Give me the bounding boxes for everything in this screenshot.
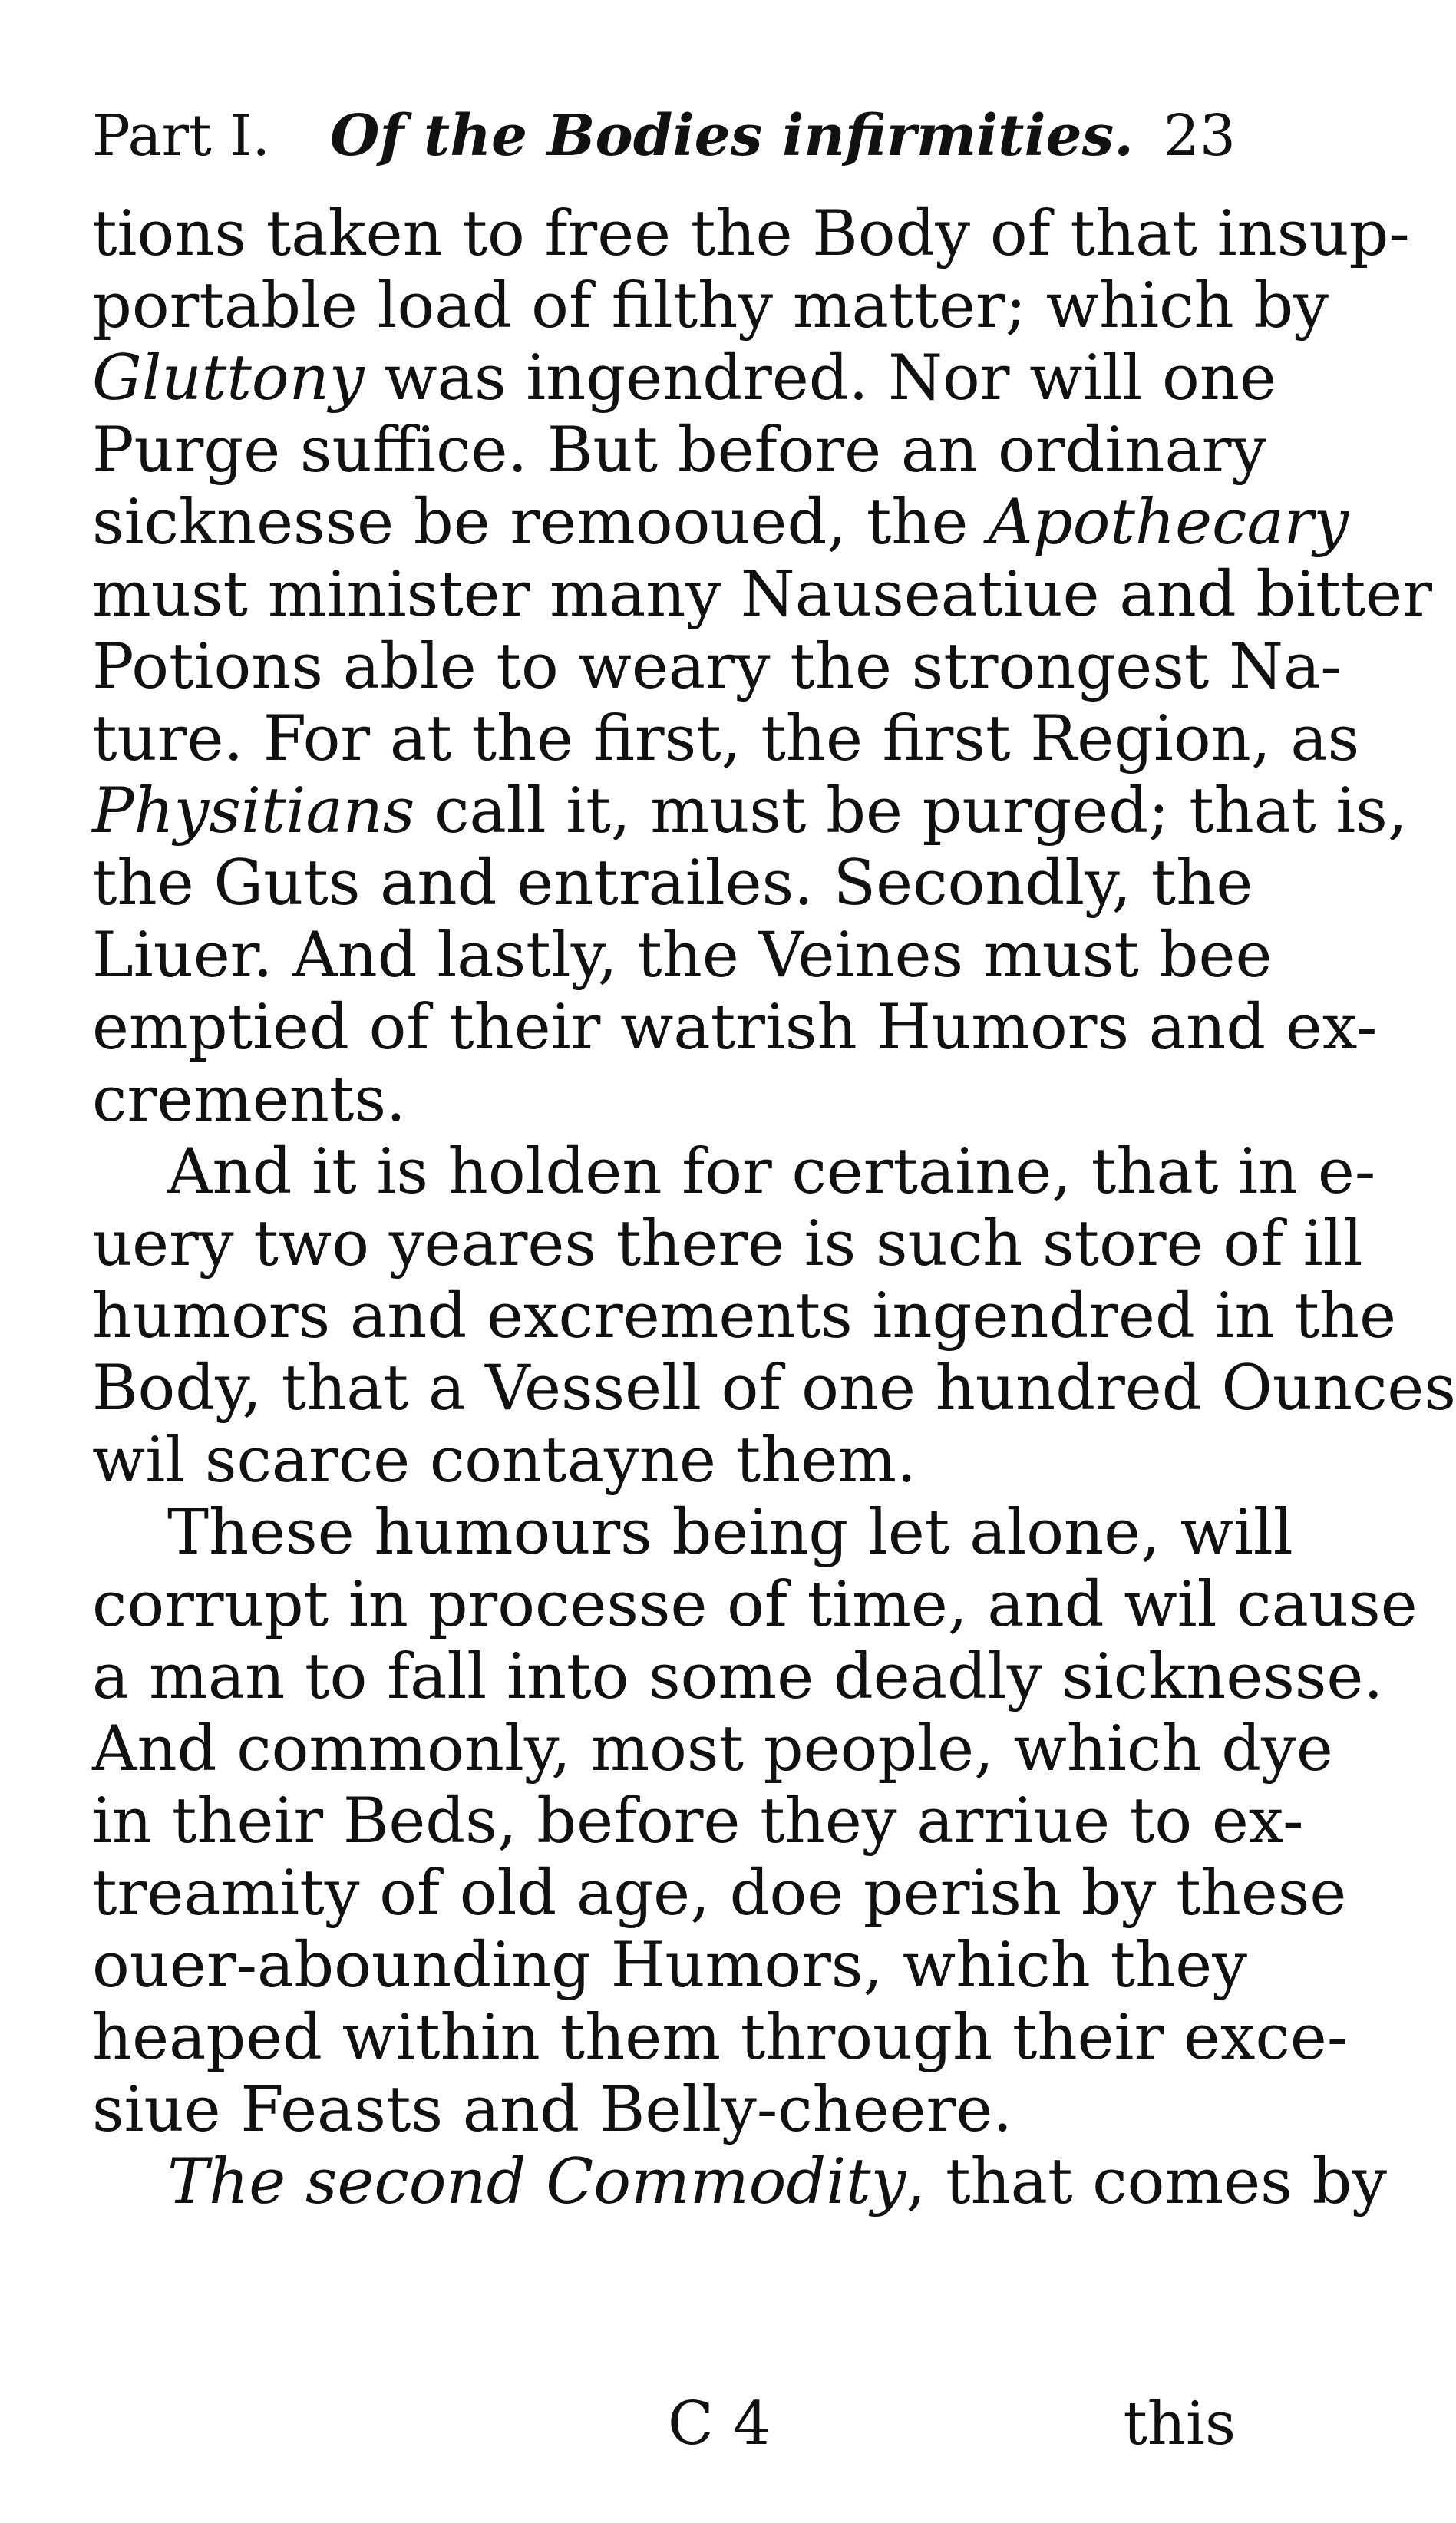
text-line	[92, 703, 1360, 775]
text-line	[92, 2146, 1388, 2218]
text-line	[92, 1497, 1293, 1569]
text-segment: And it is holden for certaine, that in e-	[167, 1136, 1376, 1208]
text-segment: corrupt in processe of time, and wil cause	[92, 1569, 1418, 1641]
text-line	[92, 1280, 1397, 1352]
part-label: Part I.	[92, 103, 270, 169]
text-segment: tions taken to free the Body of that insup-	[92, 198, 1410, 270]
text-line	[92, 1930, 1247, 2002]
text-line	[92, 1352, 1456, 1425]
signature-mark: C 4	[668, 2389, 771, 2459]
text-segment: Purge suffice. But before an ordinary	[92, 414, 1267, 487]
text-line	[92, 2002, 1349, 2074]
text-line	[92, 1641, 1384, 1713]
text-segment: emptied of their watrish Humors and ex-	[92, 992, 1378, 1064]
text-line	[92, 1858, 1347, 1930]
text-line	[92, 1785, 1304, 1858]
text-segment: wil scarce contayne them.	[92, 1425, 916, 1497]
text-segment: in their Beds, before they arriue to ex-	[92, 1785, 1304, 1858]
text-segment: heaped within them through their exce-	[92, 2002, 1349, 2074]
text-line	[92, 198, 1410, 270]
text-segment: Potions able to weary the strongest Na-	[92, 631, 1342, 703]
text-segment: sicknesse be remooued, the	[92, 487, 989, 559]
text-line	[92, 342, 1276, 414]
text-segment: uery two yeares there is such store of ill	[92, 1208, 1363, 1280]
running-header	[92, 86, 1236, 186]
text-segment: a man to fall into some deadly sicknesse.	[92, 1641, 1384, 1713]
catchword: this	[1123, 2389, 1236, 2459]
text-line	[92, 775, 1408, 847]
text-segment: And commonly, most people, which dye	[92, 1713, 1333, 1785]
text-segment: , that comes by	[906, 2146, 1388, 2218]
text-line	[92, 920, 1273, 992]
text-line	[92, 992, 1378, 1064]
italic-text: Gluttony	[92, 342, 365, 414]
text-line	[92, 2074, 1236, 2146]
text-segment: the Guts and entrailes. Secondly, the	[92, 847, 1253, 920]
italic-text: The second Commodity	[167, 2146, 906, 2218]
italic-text: Apothecary	[988, 487, 1349, 559]
text-line	[92, 487, 1349, 559]
text-segment: Body, that a Vessell of one hundred Ounces	[92, 1352, 1456, 1425]
text-segment: portable load of filthy matter; which by	[92, 270, 1329, 342]
text-line	[92, 1136, 1376, 1208]
text-line	[92, 270, 1329, 342]
text-segment: crements.	[92, 1064, 406, 1136]
text-line	[92, 1425, 1236, 1497]
text-segment: ouer-abounding Humors, which they	[92, 1930, 1247, 2002]
text-segment: must minister many Nauseatiue and bitter	[92, 559, 1432, 631]
text-segment: was ingendred. Nor will one	[364, 342, 1276, 414]
page-footer	[92, 2386, 1236, 2462]
text-line	[92, 847, 1253, 920]
text-line	[92, 1713, 1333, 1785]
italic-text: Physitians	[92, 775, 415, 847]
text-segment: humors and excrements ingendred in the	[92, 1280, 1397, 1352]
running-title: Of the Bodies infirmities.	[330, 103, 1134, 169]
body-text	[92, 198, 1456, 2218]
text-line	[92, 414, 1267, 487]
text-segment: ture. For at the first, the first Region, as	[92, 703, 1360, 775]
text-line	[92, 1064, 1236, 1136]
page-number: 23	[1163, 103, 1236, 169]
text-segment: treamity of old age, doe perish by these	[92, 1858, 1347, 1930]
text-segment: call it, must be purged; that is,	[414, 775, 1408, 847]
text-line	[92, 1208, 1363, 1280]
text-segment: These humours being let alone, will	[167, 1497, 1293, 1569]
text-segment: siue Feasts and Belly-cheere.	[92, 2074, 1013, 2146]
text-segment: Liuer. And lastly, the Veines must bee	[92, 920, 1273, 992]
text-line	[92, 1569, 1418, 1641]
text-line	[92, 631, 1342, 703]
text-line	[92, 559, 1432, 631]
